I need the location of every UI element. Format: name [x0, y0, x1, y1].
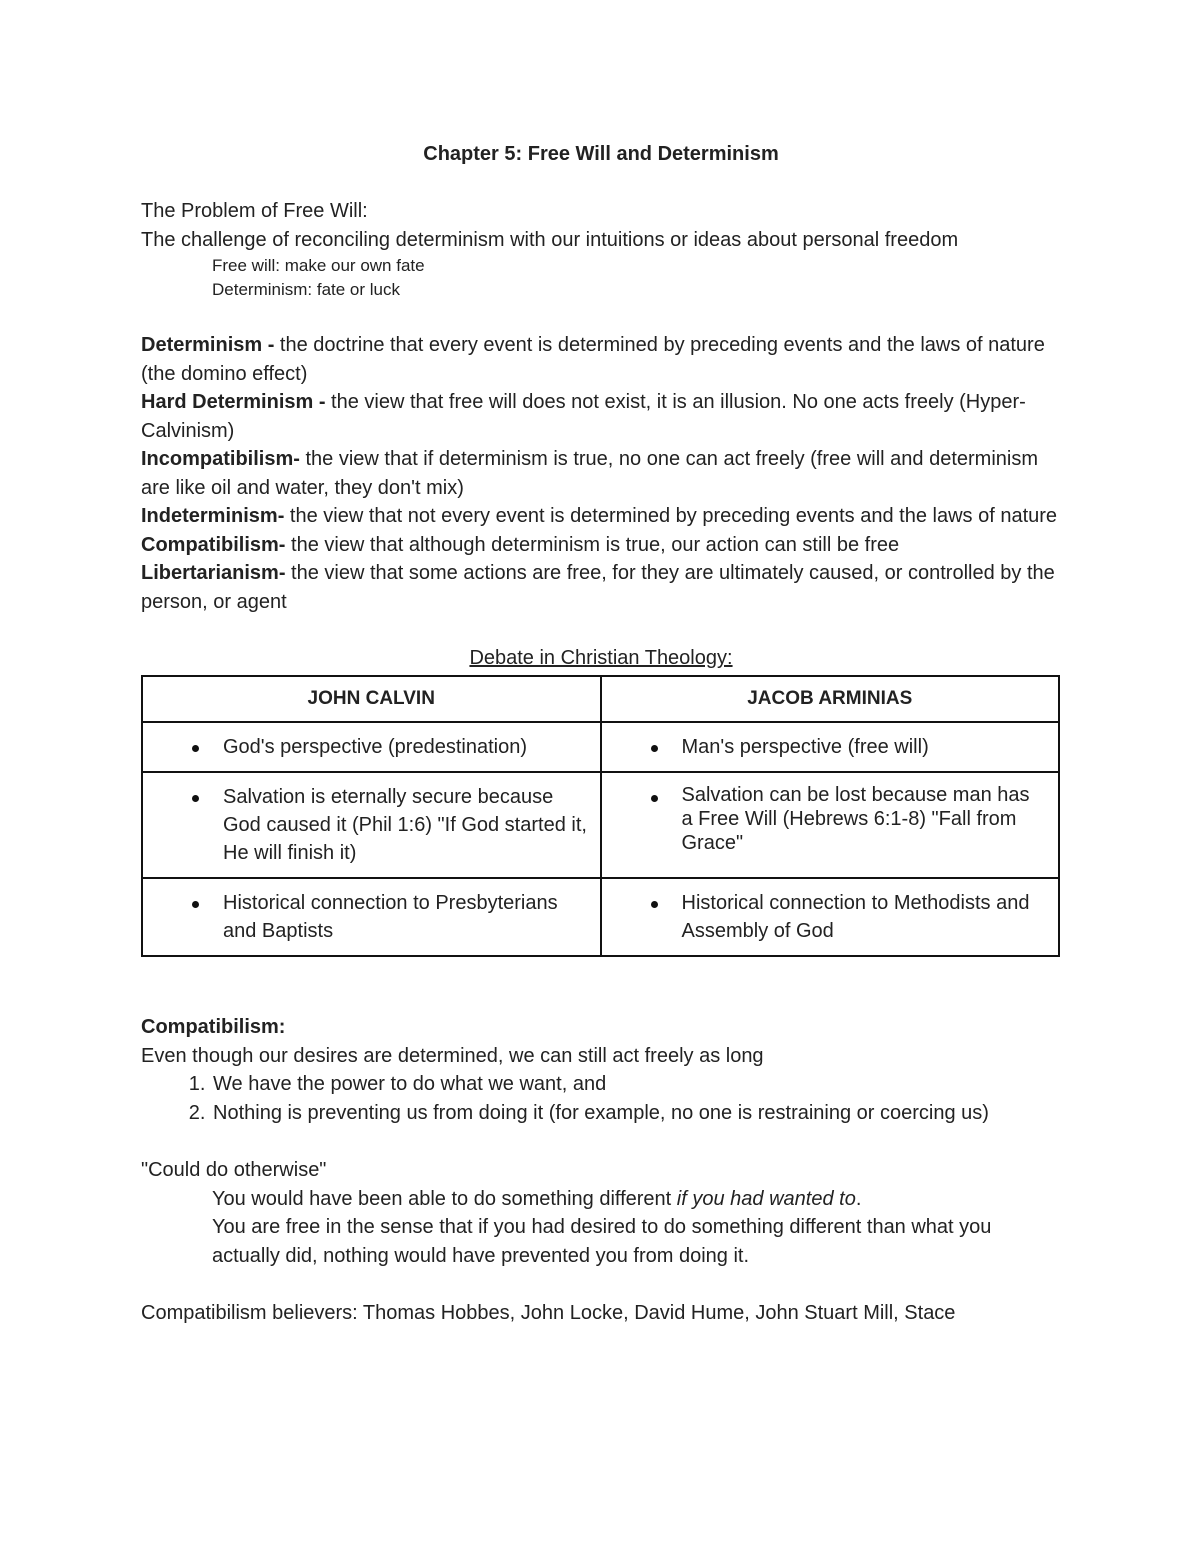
definition-text: the view that although determinism is true, our action can still be free — [285, 533, 900, 556]
list-item: 1. We have the power to do what we want, and — [211, 1070, 1061, 1099]
cell-text: Man's perspective (free will) — [681, 736, 929, 758]
definitions-list — [141, 331, 1061, 616]
definition-text: the view that some actions are free, for they are ultimately caused, or controlled by the person, or agent — [141, 562, 1055, 613]
table-row — [142, 772, 1059, 878]
table-header-row — [142, 676, 1059, 722]
spacer — [141, 1270, 1061, 1299]
table-row — [142, 878, 1059, 956]
definition-term: Determinism - — [141, 334, 275, 356]
compatibilism-heading: Compatibilism: — [141, 1016, 286, 1038]
table-cell — [142, 722, 601, 772]
definition-text: the view that not every event is determined by preceding events and the laws of nature — [284, 505, 1058, 527]
bullet-icon — [192, 795, 199, 802]
explanation-2: You are free in the sense that if you had desired to do something different than what you actually did, nothing would have prevented you from doing it. — [212, 1216, 992, 1267]
table-cell — [601, 878, 1060, 956]
cell-text: Historical connection to Methodists and Assembly of God — [681, 892, 1030, 942]
explanation-1 — [212, 1185, 1061, 1214]
bullet-icon — [651, 745, 658, 752]
debate-table — [141, 675, 1060, 957]
definition-term: Compatibilism- — [141, 533, 286, 556]
document-page — [141, 140, 1061, 1328]
table-row — [142, 722, 1059, 772]
definition-term: Incompatibilism- — [141, 448, 300, 470]
bullet-icon — [651, 901, 658, 908]
could-do-otherwise-quote: "Could do otherwise" — [141, 1159, 327, 1181]
explanation-emphasis: if you had wanted to — [676, 1187, 856, 1210]
spacer — [141, 1127, 1061, 1156]
definition-text: the view that if determinism is true, no one can act freely (free will and determinism are like oil and water, they don't mix) — [141, 448, 1038, 499]
compatibilism-believers: Compatibilism believers: Thomas Hobbes, John Locke, David Hume, John Stuart Mill, Stace — [141, 1302, 956, 1324]
column-header-calvin: JOHN CALVIN — [142, 676, 601, 722]
explanation-text: You would have been able to do something different — [212, 1187, 677, 1210]
definition-indeterminism — [141, 502, 1061, 531]
cell-text: Historical connection to Presbyterians and Baptists — [223, 892, 558, 942]
page-title: Chapter 5: Free Will and Determinism — [423, 143, 779, 165]
compatibilism-text: Even though our desires are determined, we can still act freely as long — [141, 1044, 764, 1067]
table-cell — [142, 878, 601, 956]
definition-libertarianism — [141, 559, 1061, 616]
intro-heading: The Problem of Free Will: — [141, 200, 368, 222]
definition-text: the view that free will does not exist, it is an illusion. No one acts freely (Hyper-Calvinism) — [141, 391, 1026, 442]
compatibilism-conditions — [141, 1070, 1061, 1127]
definition-incompatibilism — [141, 445, 1061, 502]
bullet-icon — [651, 795, 658, 802]
intro-note-determinism: Determinism: fate or luck — [212, 280, 400, 299]
bullet-icon — [192, 901, 199, 908]
cell-text: God's perspective (predestination) — [223, 736, 527, 758]
bullet-icon — [192, 745, 199, 752]
definition-term: Hard Determinism - — [141, 391, 326, 413]
definition-hard-determinism — [141, 388, 1061, 445]
definition-determinism — [141, 331, 1061, 388]
cell-text: Salvation can be lost because man has a Free Will (Hebrews 6:1-8) "Fall from Grace" — [681, 784, 1030, 854]
table-cell — [601, 772, 1060, 878]
column-header-arminias: JACOB ARMINIAS — [601, 676, 1060, 722]
spacer — [141, 302, 1061, 331]
debate-table-caption: Debate in Christian Theology: — [469, 647, 733, 669]
table-cell — [601, 722, 1060, 772]
intro-note-free-will: Free will: make our own fate — [212, 256, 425, 275]
definition-term: Libertarianism- — [141, 562, 286, 584]
list-item: 2. Nothing is preventing us from doing it (for example, no one is restraining or coercing us) — [211, 1099, 1061, 1128]
definition-text: the doctrine that every event is determined by preceding events and the laws of nature (the domino effect) — [141, 334, 1045, 385]
definition-term: Indeterminism- — [141, 505, 285, 527]
intro-text: The challenge of reconciling determinism with our intuitions or ideas about personal freedom — [141, 228, 959, 251]
table-cell — [142, 772, 601, 878]
definition-compatibilism — [141, 531, 1061, 560]
explanation-text: . — [855, 1187, 862, 1210]
cell-text: Salvation is eternally secure because God caused it (Phil 1:6) "If God started it, He will finish it) — [223, 786, 587, 864]
